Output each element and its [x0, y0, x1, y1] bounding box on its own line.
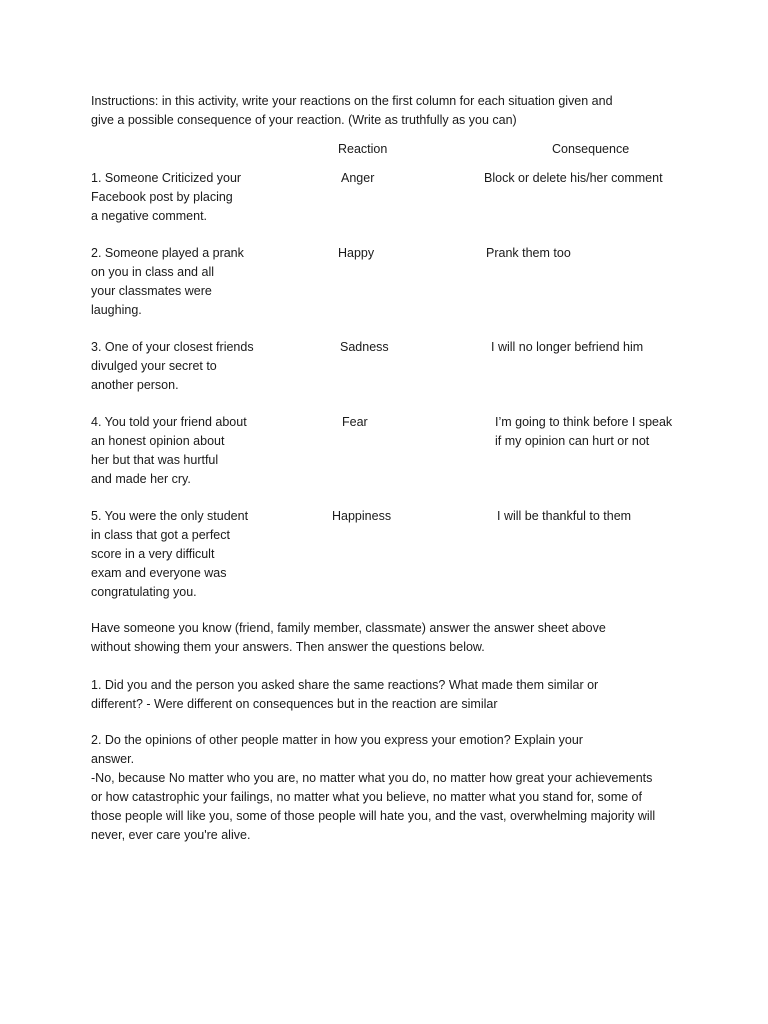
reaction-1: Anger [341, 171, 375, 185]
consequence-2 [486, 244, 571, 263]
situation-line: 3. One of your closest friends [91, 340, 254, 354]
situation-line: another person. [91, 378, 179, 392]
situation-line: 2. Someone played a prank [91, 246, 244, 260]
reaction-4: Fear [342, 415, 368, 429]
situation-line: an honest opinion about [91, 434, 225, 448]
instructions-line: Instructions: in this activity, write your reactions on the first column for each situation given and [91, 94, 613, 108]
situation-line: in class that got a perfect [91, 528, 230, 542]
reaction-column-header: Reaction [338, 142, 388, 156]
consequence-5 [497, 507, 631, 526]
question-1-line: 1. Did you and the person you asked share the same reactions? What made them similar or [91, 678, 599, 692]
consequence-line: Prank them too [486, 246, 571, 260]
reaction-5: Happiness [332, 509, 392, 523]
situation-line: score in a very difficult [91, 547, 215, 561]
situation-line: divulged your secret to [91, 359, 217, 373]
consequence-line: I will be thankful to them [497, 509, 632, 523]
question-2-line: -No, because No matter who you are, no matter what you do, no matter how great your achievements [91, 771, 653, 785]
situation-line: Facebook post by placing [91, 190, 233, 204]
question-1 [91, 676, 598, 714]
situation-line: 4. You told your friend about [91, 415, 247, 429]
situation-line: congratulating you. [91, 585, 197, 599]
consequence-line: I will no longer befriend him [491, 340, 644, 354]
consequence-line: I’m going to think before I speak [495, 415, 673, 429]
consequence-4 [495, 413, 672, 451]
question-2-line: those people will like you, some of those people will hate you, and the vast, overwhelming majority will [91, 809, 656, 823]
situation-line: exam and everyone was [91, 566, 227, 580]
situation-line: on you in class and all [91, 265, 214, 279]
situation-line: laughing. [91, 303, 142, 317]
question-2-line: or how catastrophic your failings, no matter what you believe, no matter what you stand for, some of [91, 790, 642, 804]
follow-up-line: Have someone you know (friend, family member, classmate) answer the answer sheet above [91, 621, 606, 635]
situation-line: and made her cry. [91, 472, 191, 486]
reaction-2: Happy [338, 246, 375, 260]
consequence-line: if my opinion can hurt or not [495, 434, 650, 448]
situation-line: 1. Someone Criticized your [91, 171, 242, 185]
situation-line: your classmates were [91, 284, 212, 298]
consequence-column-header: Consequence [552, 142, 630, 156]
consequence-1 [484, 169, 663, 188]
situation-1 [91, 169, 241, 226]
situation-line: a negative comment. [91, 209, 208, 223]
situation-3 [91, 338, 254, 395]
situation-5 [91, 507, 248, 602]
question-2-line: answer. [91, 752, 135, 766]
consequence-3 [491, 338, 643, 357]
situation-2 [91, 244, 244, 320]
instructions-line: give a possible consequence of your reaction. (Write as truthfully as you can) [91, 113, 517, 127]
question-2-line: never, ever care you're alive. [91, 828, 251, 842]
question-2 [91, 731, 655, 845]
consequence-line: Block or delete his/her comment [484, 171, 663, 185]
follow-up-instructions [91, 619, 606, 657]
situation-4 [91, 413, 247, 489]
situation-line: 5. You were the only student [91, 509, 249, 523]
situation-line: her but that was hurtful [91, 453, 219, 467]
question-2-line: 2. Do the opinions of other people matter in how you express your emotion? Explain your [91, 733, 583, 747]
follow-up-line: without showing them your answers. Then answer the questions below. [91, 640, 485, 654]
instructions-paragraph [91, 92, 613, 130]
reaction-3: Sadness [340, 340, 389, 354]
question-1-line: different? - Were different on consequences but in the reaction are similar [91, 697, 498, 711]
